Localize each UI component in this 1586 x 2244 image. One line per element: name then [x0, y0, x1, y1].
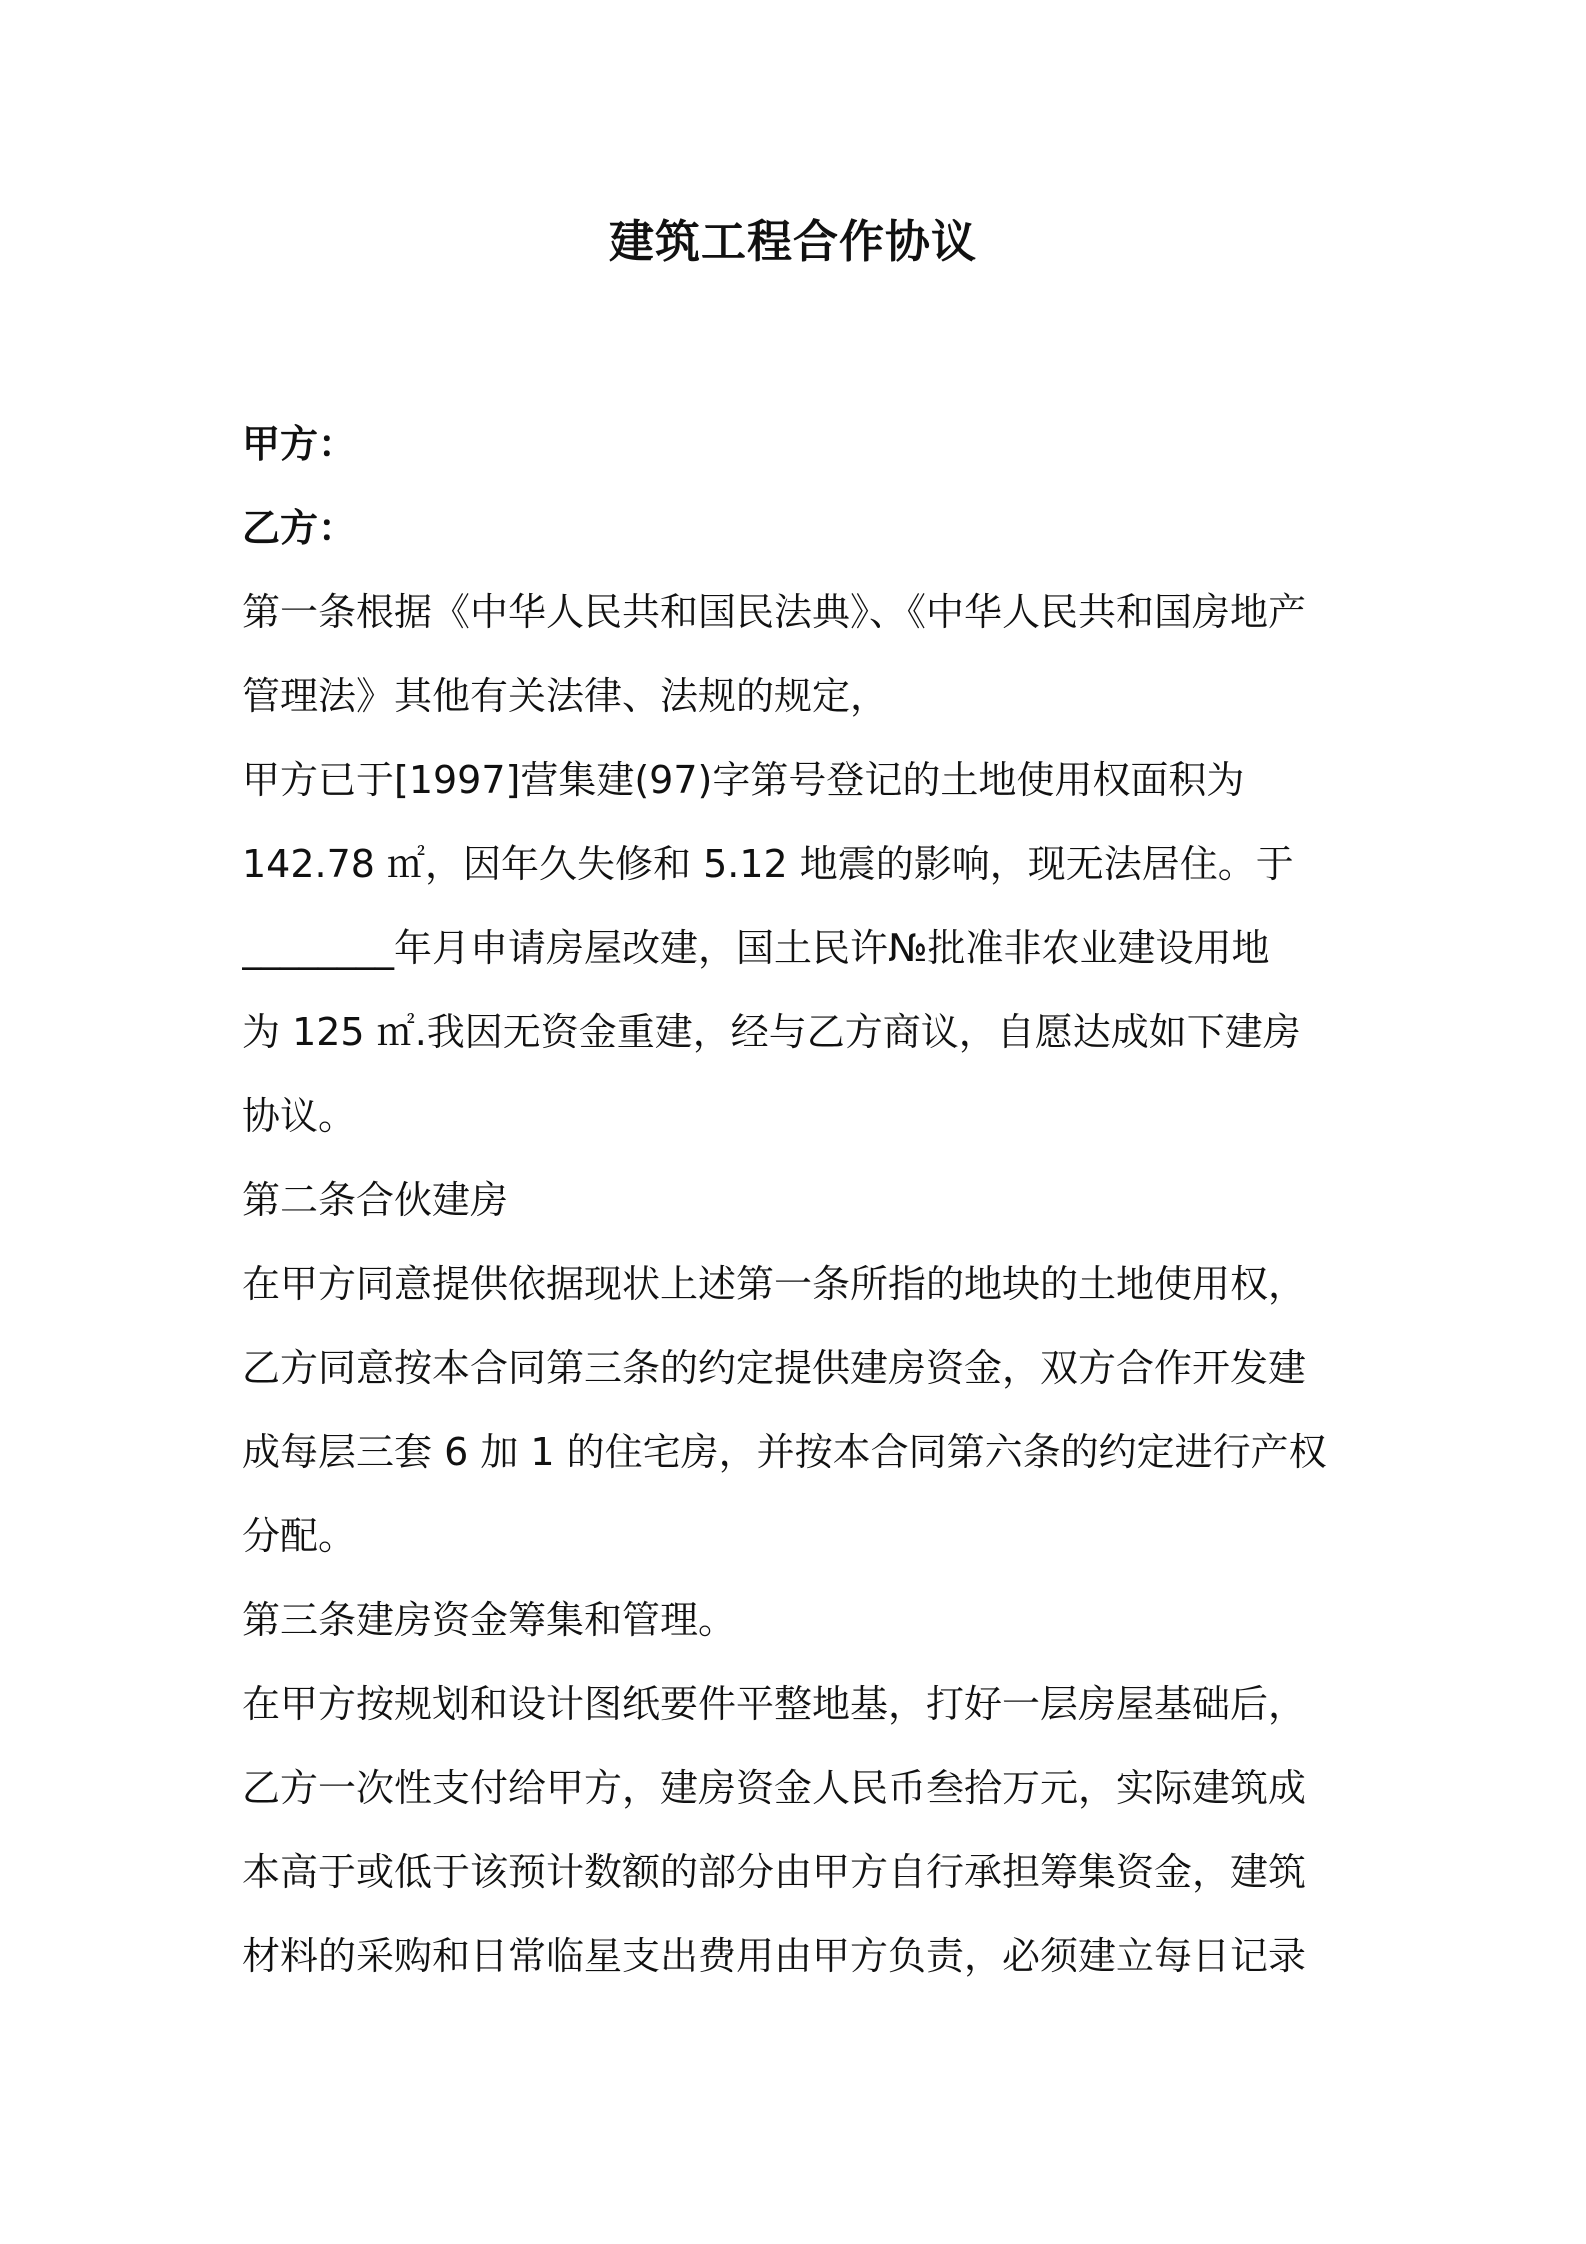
document-body — [242, 402, 1352, 1998]
text-line: 材料的采购和日常临星支出费用由甲方负责，必须建立每日记录 — [242, 1934, 1307, 1978]
text-line: 管理法》其他有关法律、法规的规定， — [242, 674, 889, 718]
text-line: 甲方已于[1997]营集建(97)字第号登记的土地使用权面积为 — [242, 758, 1245, 802]
text-line: ________年月申请房屋改建，国土民许№批准非农业建设用地 — [242, 926, 1270, 970]
text-line: 乙方一次性支付给甲方，建房资金人民币叁拾万元，实际建筑成 — [242, 1766, 1307, 1810]
text-line: 在甲方按规划和设计图纸要件平整地基，打好一层房屋基础后， — [242, 1682, 1307, 1726]
section-heading: 第二条合伙建房 — [242, 1178, 509, 1222]
text-line: 协议。 — [242, 1094, 357, 1138]
text-line: 第一条根据《中华人民共和国民法典》、《中华人民共和国房地产 — [242, 590, 1307, 634]
party-b-line: 乙方： — [242, 506, 357, 550]
text-line: 乙方同意按本合同第三条的约定提供建房资金，双方合作开发建 — [242, 1346, 1307, 1390]
section-heading: 第三条建房资金筹集和管理。 — [242, 1598, 737, 1642]
text-line: 本高于或低于该预计数额的部分由甲方自行承担筹集资金，建筑 — [242, 1850, 1307, 1894]
text-line: 分配。 — [242, 1514, 357, 1558]
party-a-line: 甲方： — [242, 422, 357, 466]
text-line: 142.78 ㎡，因年久失修和 5.12 地震的影响，现无法居住。于 — [242, 842, 1294, 886]
text-line: 为 125 ㎡.我因无资金重建，经与乙方商议，自愿达成如下建房 — [242, 1010, 1301, 1054]
text-line: 成每层三套 6 加 1 的住宅房，并按本合同第六条的约定进行产权 — [242, 1430, 1327, 1474]
text-line: 在甲方同意提供依据现状上述第一条所指的地块的土地使用权， — [242, 1262, 1307, 1306]
document-title: 建筑工程合作协议 — [608, 215, 977, 268]
